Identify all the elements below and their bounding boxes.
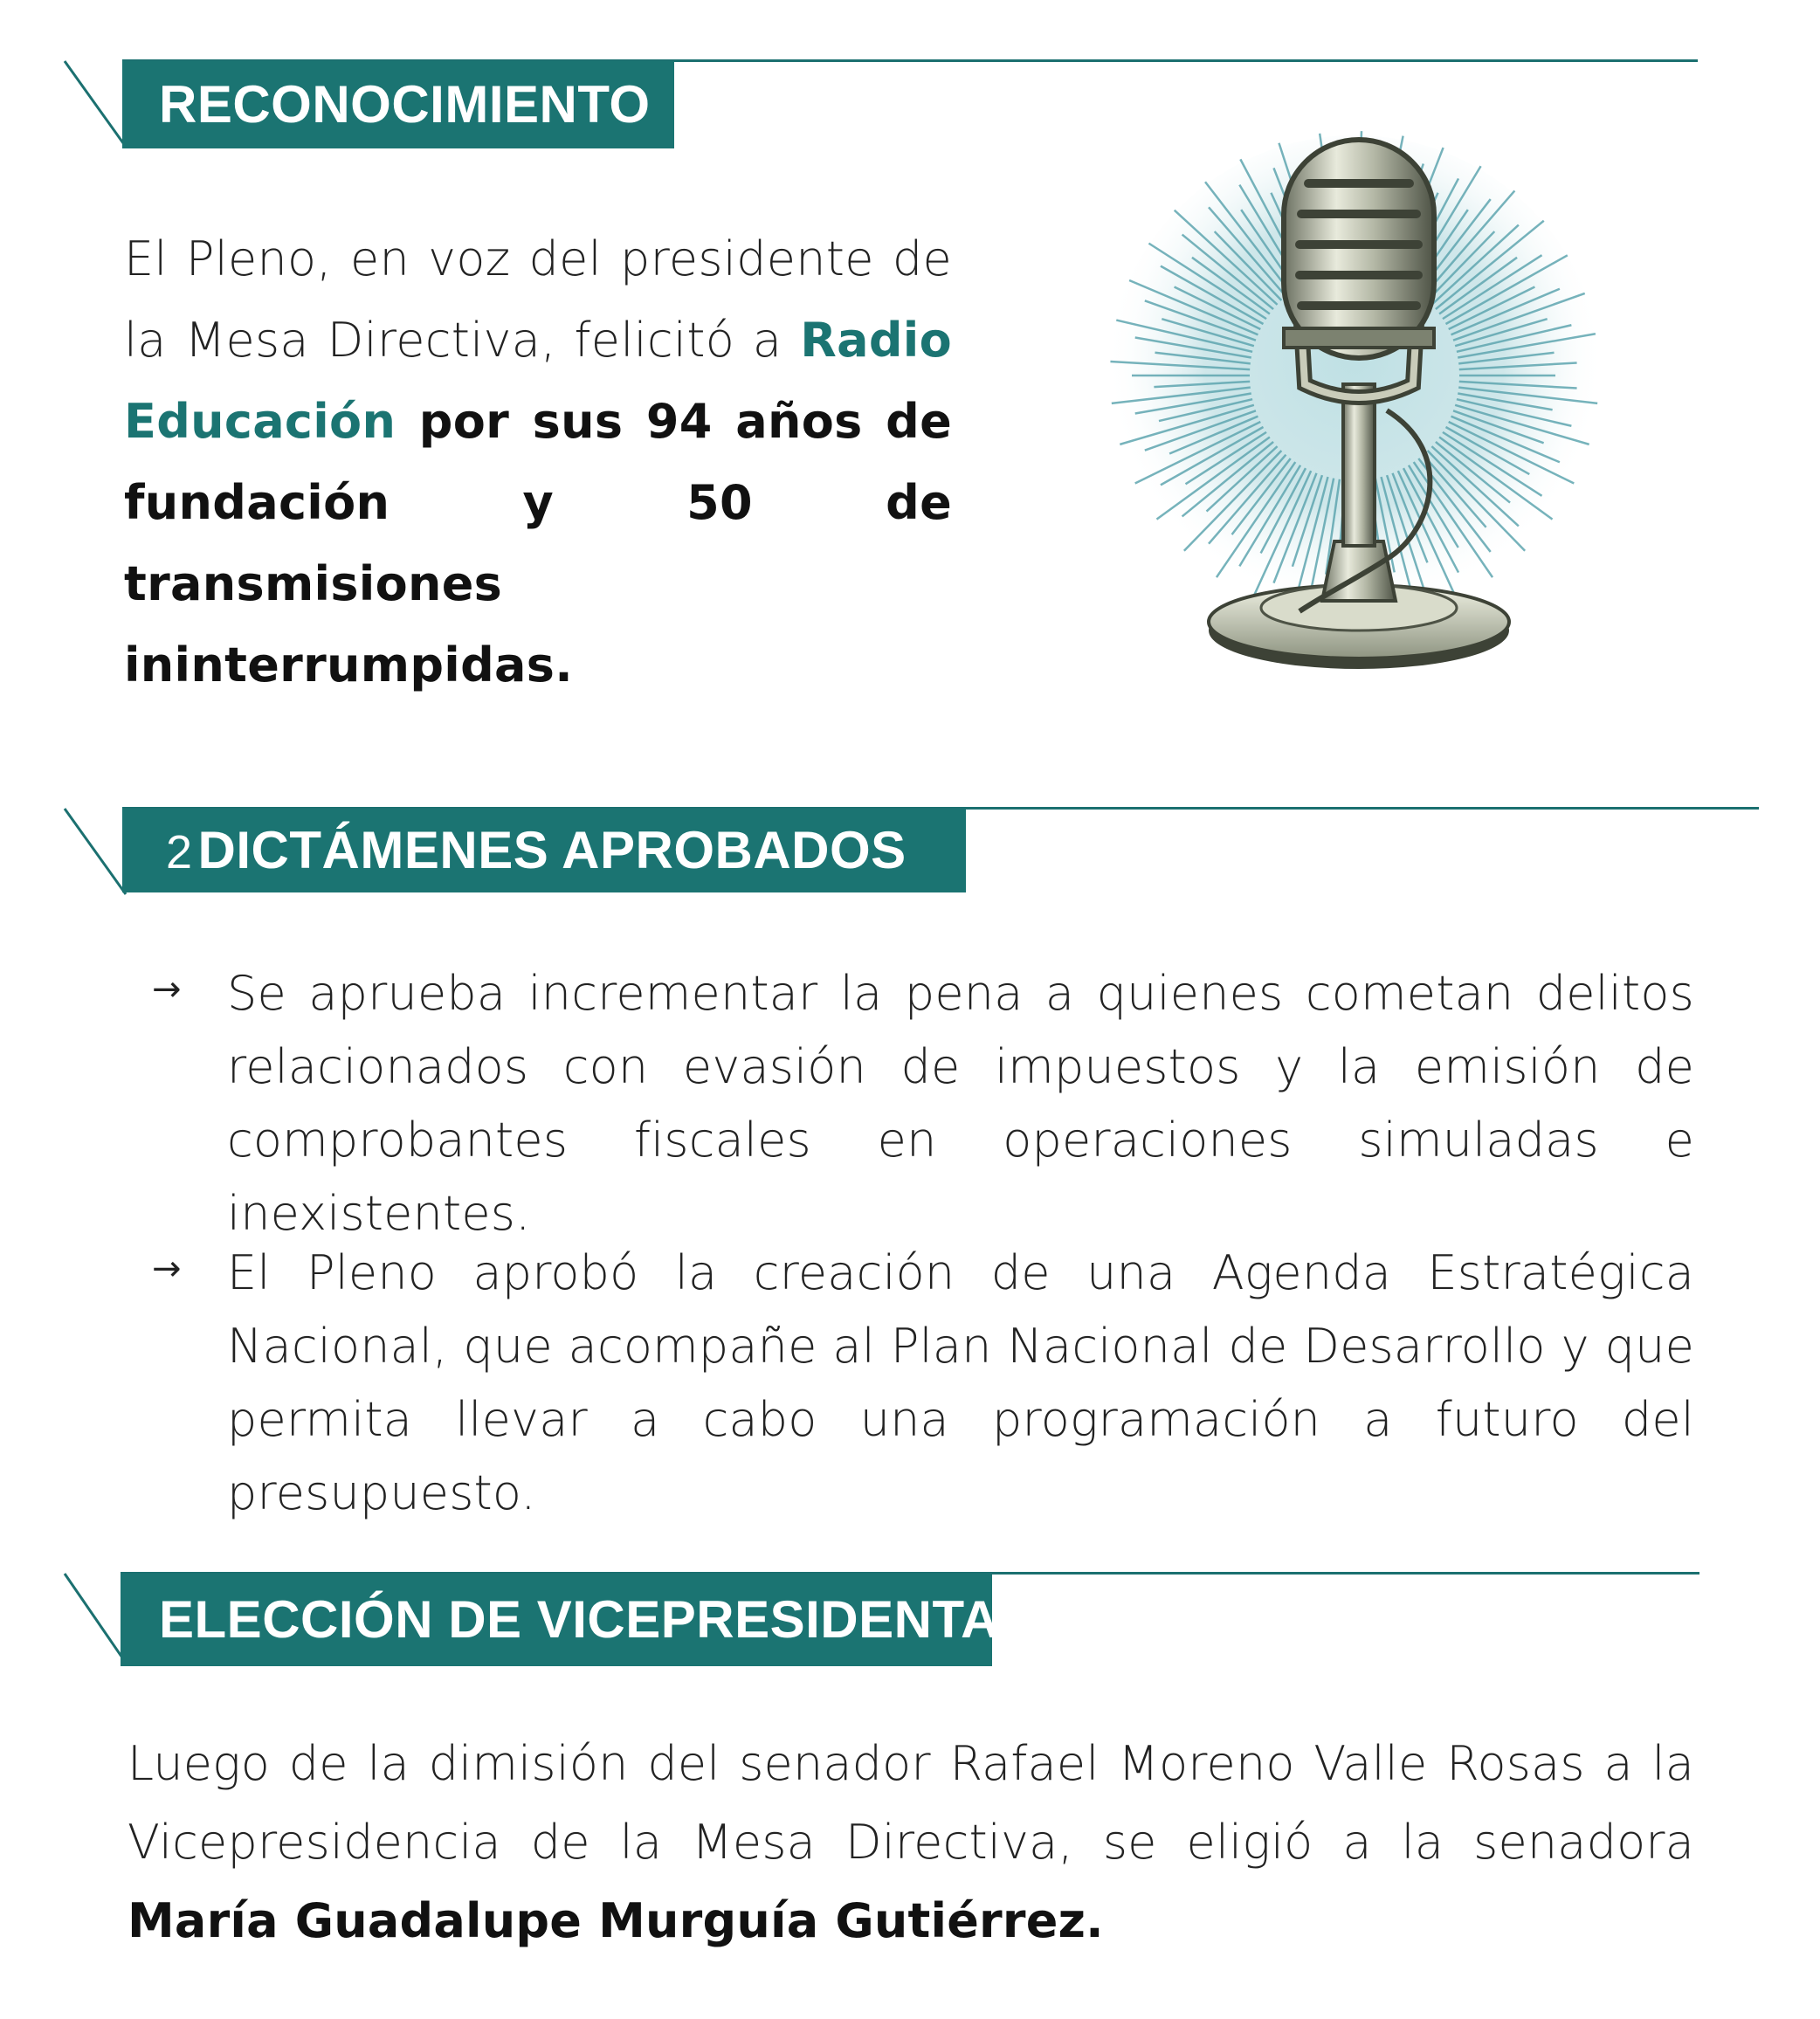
- section-title-eleccion: ELECCIÓN DE VICEPRESIDENTA: [121, 1574, 992, 1666]
- dictamenes-count: 2: [166, 826, 193, 879]
- arrow-right-icon: →: [152, 969, 182, 1010]
- eleccion-paragraph: [128, 1725, 1694, 1960]
- dictamen-item: Se aprueba incrementar la pena a quienes cometan delitos relacionados con evasión de impuestos y la emisión de comprobantes fiscales en operaciones simuladas e inexistentes.: [227, 966, 1694, 1241]
- reconocimiento-paragraph: [124, 218, 952, 706]
- reconocimiento-text: El Pleno, en voz del presidente de la Mesa Directiva, felicitó a: [124, 231, 952, 368]
- dictamenes-title: DICTÁMENES APROBADOS: [197, 821, 907, 879]
- arrow-right-icon: →: [152, 1249, 182, 1289]
- dictamen-item: El Pleno aprobó la creación de una Agenda Estratégica Nacional, que acompañe al Plan Nacional de Desarrollo y que permita llevar a cabo una programación a futuro del presupuesto.: [227, 1245, 1694, 1520]
- section-title-reconocimiento: RECONOCIMIENTO: [122, 61, 674, 148]
- eleccion-text: Luego de la dimisión del senador Rafael Moreno Valle Rosas a la Vicepresidencia de la Mesa Directiva, se eligió a la senadora: [128, 1736, 1694, 1870]
- radio-educacion-highlight: Radio Educación: [124, 313, 952, 449]
- section-title-dictamenes: [122, 809, 966, 892]
- senadora-name: María Guadalupe Murguía Gutiérrez.: [128, 1893, 1104, 1948]
- reconocimiento-bold-text: por sus 94 años de fundación y 50 de transmisiones ininterrumpidas.: [124, 394, 952, 693]
- microphone-icon: [1099, 122, 1610, 699]
